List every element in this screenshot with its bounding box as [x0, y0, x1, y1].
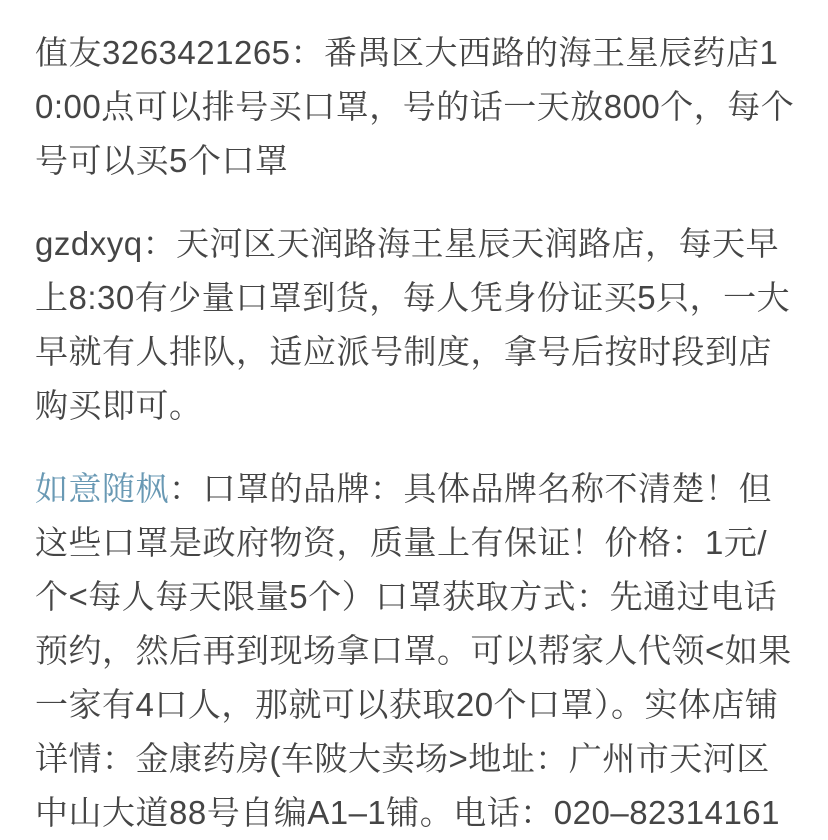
comment-colon: ： [142, 225, 177, 262]
comment-item [35, 26, 798, 188]
comment-author: gzdxyq [35, 225, 143, 262]
comment-author-link[interactable]: 如意随枫 [35, 470, 169, 507]
comment-body: 番禺区大西路的海王星辰药店10:00点可以排号买口罩，号的话一天放800个，每个号可以买5个口罩 [35, 34, 795, 179]
comment-body: 口罩的品牌：具体品牌名称不清楚！但这些口罩是政府物资，质量上有保证！价格：1元/个<每人每天限量5个）口罩获取方式：先通过电话预约，然后再到现场拿口罩。可以帮家人代领<如果一家有4口人，那就可以获取20个口罩）。实体店铺详情：金康药房(车陂大卖场>地址：广州市天河区中山大道88号自编A1–1铺。电话：020–82314161 [35, 470, 792, 831]
comment-colon: ： [169, 470, 203, 507]
comment-colon: ： [290, 34, 325, 71]
comment-item [35, 217, 798, 433]
comment-author: 值友3263421265 [35, 34, 291, 71]
comment-body: 天河区天润路海王星辰天润路店，每天早上8:30有少量口罩到货，每人凭身份证买5只，一大早就有人排队，适应派号制度，拿号后按时段到店购买即可。 [35, 225, 791, 424]
comment-item [35, 462, 798, 840]
